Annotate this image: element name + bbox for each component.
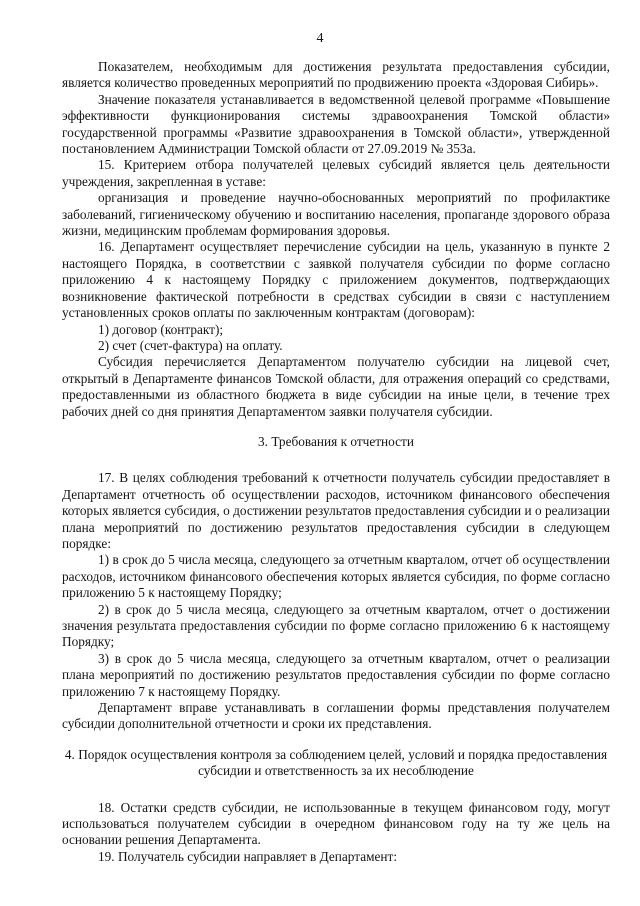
clause-15-criteria: организация и проведение научно-обоснованных мероприятий по профилактике заболеваний, гигиеническому обучению и воспитанию населения, пропаганде здорового образа жизни, медицинским проблемам формирования здоровья. [62, 190, 610, 239]
clause-19: 19. Получатель субсидии направляет в Департамент: [98, 848, 398, 864]
section-3-heading: 3. Требования к отчетности [258, 433, 414, 449]
clause-18: 18. Остатки средств субсидии, не использованные в текущем финансовом году, могут использоваться получателем субсидии в очередном финансовом году на ту же цель на основании решения Департамента. [62, 799, 610, 848]
clause-17-item-3: 3) в срок до 5 числа месяца, следующего за отчетным кварталом, отчет о реализации плана мероприятий по достижению результатов предоставления субсидии по форме согласно приложению 7 к настоящему Порядку. [62, 650, 610, 699]
indicator-paragraph: Показателем, необходимым для достижения результата предоставления субсидии, является количество проведенных мероприятий по продвижению проекта «Здоровая Сибирь». [62, 59, 610, 91]
clause-17-additional: Департамент вправе устанавливать в соглашении формы представления получателем субсидии дополнительной отчетности и сроки их представления. [62, 700, 610, 732]
clause-16-item-2: 2) счет (счет-фактура) на оплату. [98, 337, 283, 353]
clause-16-item-1: 1) договор (контракт); [98, 321, 224, 337]
clause-16: 16. Департамент осуществляет перечисление субсидии на цель, указанную в пункте 2 настоящего Порядка, в соответствии с заявкой получателя субсидии по форме согласно приложению 4 к настоящему Порядку с приложением документов, подтверждающих возникновение фактической потребности в средствах субсидии в связи с наступлением установленных сроков оплаты по заключенным контрактам (договорам): [62, 239, 610, 321]
clause-17-item-2: 2) в срок до 5 числа месяца, следующего за отчетным кварталом, отчет о достижении значения результата предоставления субсидии по форме согласно приложению 6 к настоящему Порядку; [62, 601, 610, 650]
indicator-value-paragraph: Значение показателя устанавливается в ведомственной целевой программе «Повышение эффективности функционирования системы здравоохранения Томской области» государственной программы «Развитие здравоохранения в Томской области», утвержденной постановлением Администрации Томской области от 27.09.2019 № 353а. [62, 91, 610, 157]
page-number: 4 [316, 31, 324, 46]
clause-16-transfer: Субсидия перечисляется Департаментом получателю субсидии на лицевой счет, открытый в Департаменте финансов Томской области, для отражения операций со средствами, предоставленными из областного бюджета в виде субсидии на иные цели, в течение трех рабочих дней со дня принятия Департаментом заявки получателя субсидии. [62, 354, 610, 419]
document-body [62, 59, 610, 865]
clause-17: 17. В целях соблюдения требований к отчетности получатель субсидии предоставляет в Департамент отчетность об осуществлении расходов, источником финансового обеспечения которых является субсидия, о достижении результатов предоставления субсидии и о реализации плана мероприятий по достижению результатов предоставления субсидии в следующем порядке: [62, 470, 610, 551]
clause-15: 15. Критерием отбора получателей целевых субсидий является цель деятельности учреждения, закрепленная в уставе: [62, 157, 610, 189]
clause-17-item-1: 1) в срок до 5 числа месяца, следующего за отчетным кварталом, отчет об осуществлении расходов, источником финансового обеспечения которых является субсидия, по форме согласно приложению 5 к настоящему Порядку; [62, 552, 610, 601]
section-4-heading: 4. Порядок осуществления контроля за соблюдением целей, условий и порядка предоставления субсидии и ответственность за их несоблюдение [64, 746, 608, 779]
